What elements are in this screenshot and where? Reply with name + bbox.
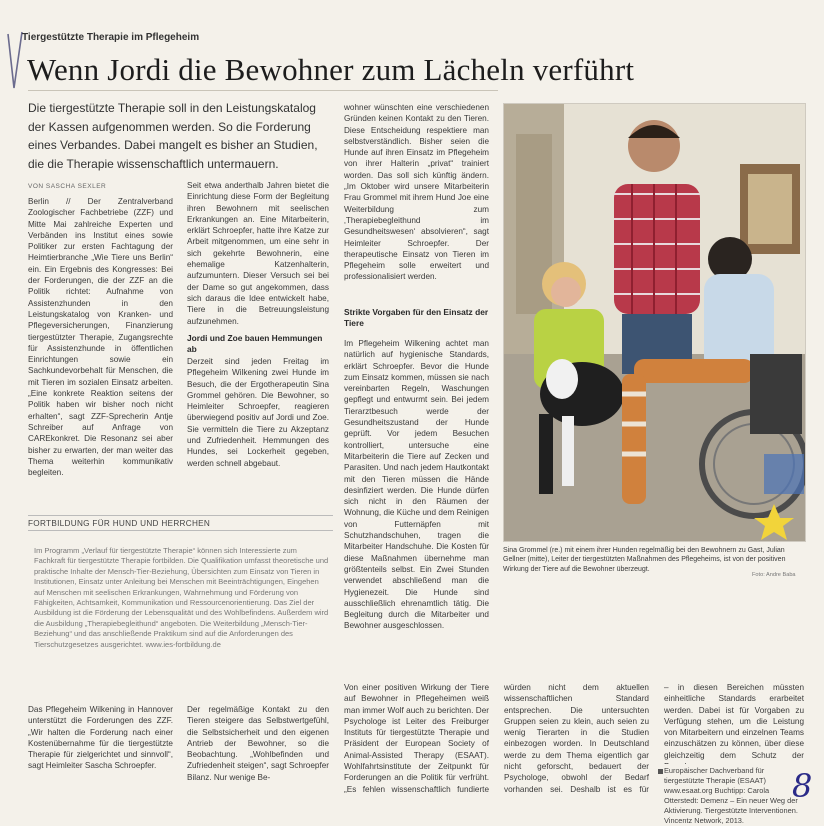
lead-paragraph: Die tiergestützte Therapie soll in den Leistungskatalog der Kassen aufgenommen werden. So die Forderung eines Verbandes. Dabei mangelt es bisher an Studien, die die Therapie wissenschaftlich untermauern. xyxy=(28,101,318,171)
article-column-3: wohner wünschten eine verschiedenen Gründen keinen Kontakt zu den Tieren. Diese Entscheidung respektiere man selbstverständlich. Bisher seien die Hunde auf ihren Einsatz im Pflegeheim von ihrer Halterin „privat“ trainiert worden. Das soll sich künftig ändern. „Im Oktober wird unsere Mitarbeiterin Frau Grommel mit ihrem Hund Joe eine Weiterbildung zum ‚Therapiebegleithund im Gesundheitswesen‘ absolvieren“, sagt Heimleiter Schroepfer. Der therapeutische Einsatz von Tieren im Pflegeheim solle erweitert und professionalisiert werden. xyxy=(344,103,489,282)
article-column-4: würden nicht dem aktuellen wissenschaftlichen Standard entsprechen. Die untersuchten Gruppen seien zu klein, auch seien zu wenig Tierarten in die Studien einbezogen worden. In Deutschland werde zu dem Thema eigentlich gar nicht geforscht, bedauert der Psychologe, obwohl der Bedarf vorhanden sei. Deshalb ist es für xyxy=(504,683,649,794)
article-column-1: Berlin // Der Zentralverband Zoologischer Fachbetriebe (ZZF) und Mitte Mai zahlreiche Experten und Verbänden ins Institut eines sowie Politiker zur ersten Fachtagung der Heimtierbranche „Wie Tiere uns Berlin“ ein. Ein Ergebnis des Kongresses: Bei der Forderungen, die der ZZF an die Politik richtet: Aufnahme von Assistenzhunden in den Leistungskatalog von Kranken- und Pflegeversicherungen, Finanzierung tiergestützter Therapie, Zugangsrechte für Assistenzhunde in öffentlichen Einrichtungen sowie ein Sachkundevorbehalt für Menschen, die mit Tieren im sozialen Einsatz arbeiten. „Eine konkrete Reaktion seitens der Politik haben wir bisher noch nicht erhalten“, sagt ZZF-Sprecherin Antje Schreiber auf Anfrage von CAREkonkret. Die Resonanz sei aber bisher zu erwarten, der man weiter das Thema weiterhin kommunikativ begleiten. xyxy=(28,197,173,478)
kicker: Tiergestützte Therapie im Pflegeheim xyxy=(22,32,200,43)
article-column-2: Seit etwa anderthalb Jahren bietet die Einrichtung diese Form der Begleitung ihren Bewohnern mit seelischen Erkrankungen an. Eine Mitarbeiterin, erklärt Schroepfer, hatte ihre Katze zur Arbeit mitgenommen, um eine sehr in sich gekehrte Bewohnerin, eine ehemalige Katzenhalterin, aufzumuntern. Dieser Versuch sei bei der Dame so gut angekommen, dass sich daraus die Idee entwickelt habe, Tiere in die Betreuungsleistung aufzunehmen. xyxy=(187,181,329,326)
article-column-3c: Von einer positiven Wirkung der Tiere auf Bewohner in Pflegeheimen weiß man immer Wolf auch zu berichten. Der Psychologe ist Leiter des Freiburger Instituts für tiergestützte Therapie und Präsident der European Society of Animal-Assisted Therapy (ESAAT). Wohlfahrtsinstitute der Zeitpunkt für Forderungen an die Politik für verfrüht. „Es fehlen wissenschaftlich fundierte xyxy=(344,683,489,794)
article-column-2b: Derzeit sind jeden Freitag im Pflegeheim Wilkening zwei Hunde im Besuch, die der Ergotherapeutin Sina Grommel gehören. Die Bewohner, so Heimleiter Schroepfer, reagieren überwiegend positiv auf Jordi und Zoe. Sie vermitteln die Tiere zu Akzeptanz und Zufriedenheit. Hemmungen des Hundes, sei Lockerheit gegeben, werden schnell abgebaut. xyxy=(187,357,329,468)
photo-caption: Sina Grommel (re.) mit einem ihrer Hunden regelmäßig bei den Bewohnern zu Gast, Julian Gellner (mitte), Leiter der tiergestützten Maßnahmen des Pflegeheims, ist von der positiven Wirkung der Tiere auf die Bewohner überzeugt. xyxy=(503,547,786,573)
byline: VON SASCHA SEXLER xyxy=(28,183,107,190)
page-number: 8 xyxy=(792,767,813,805)
headline: Wenn Jordi die Bewohner zum Lächeln verführt xyxy=(27,52,635,87)
infobox-text: Im Programm „Verlauf für tiergestützte Therapie“ können sich Interessierte zum Fachkraft für tiergestützte Therapie fortbilden. Die Qualifikation umfasst theoretische und praktische Inhalte der Mensch-Tier-Beziehung, Übersichten zum Einsatz von Tieren in Institutionen, Einsatz unter Anleitung bei Menschen mit Beeinträchtigungen, Eingehen auf Menschen mit seelischen Erkrankungen, Wahrnehmung und Förderung von Fähigkeiten, Achtsamkeit, Kommunikation und Ressourcenorientierung. Das Ziel der Ausbildung ist die Förderung der Lebensqualität und des Wohlbefindens. Außerdem wird die Ausbildung „Therapiebegleithund“ angeboten. Die Weiterbildung „Mensch-Tier-Beziehung“ und das anschließende Praktikum sind auf die Anforderungen des Tierschutzgesetzes ausgerichtet. www.ies-fortbildung.de xyxy=(34,546,329,649)
bullet-icon xyxy=(658,769,663,774)
infobox-title: FORTBILDUNG FÜR HUND UND HERRCHEN xyxy=(28,519,211,528)
article-column-5: – in diesen Bereichen müssten einheitliche Standards erarbeitet werden. Dabei ist für Vorgaben zu Verfügung stehen, um die Leistung von Mitarbeitern und einzelnen Teams einzuschätzen zu können, über diese gleichzeitig dem Schutz der xyxy=(664,683,804,760)
subheading-jordi: Jordi und Zoe bauen Hemmungen ab xyxy=(187,333,323,354)
photo-credit: Foto: Andre Baba xyxy=(752,572,796,578)
article-column-3b: Im Pflegeheim Wilkening achtet man natürlich auf hygienische Standards, erklärt Schroepfer. Bevor die Hunde zum Einsatz kommen, müssen sie nach vereinbarten Regeln, Waschungen gepflegt und entwurmt sein. Bei jedem Tierarztbesuch werde der Gesundheitszustand der Hunde geprüft. Vor jedem Besuchen kontrolliert, untersuche eine Mitarbeiterin die Tiere auf Zecken und Parasiten. Und nach jedem Hautkontakt mit den Tieren müssen die Hände desinfiziert werden. Die Hunde dürfen sich nicht in den Räumen der Wohnung, die Küche und dem Reinigen von Futternäpfen mit Schutzhandschuhen, tragen die Mitarbeiter Handschuhe. Die Kosten für diese Maßnahmen übernehme man größtenteils selbst. Ein Zwei Stunden verwendet abschließend man die Hygienezeit. Die Hunde sind ausschließlich ehrenamtlich tätig. Die Begleitung durch die Mitarbeiter und Bewohner ausgeschlossen. xyxy=(344,339,489,631)
article-photo xyxy=(503,103,806,542)
article-column-2c: Der regelmäßige Kontakt zu den Tieren steigere das Selbstwertgefühl, die Selbstsicherheit und den eigenen Antrieb der Bewohner, so die Beobachtung. „Wohlbefinden und Zufriedenheit steigen“, sagt Schroepfer Bilanz. Nur wenige Be- xyxy=(187,705,329,782)
divider xyxy=(28,90,498,91)
article-column-1b: Das Pflegeheim Wilkening in Hannover unterstützt die Forderungen des ZZF. „Wir halten die Forderung nach einer Kostenübernahme für die tiergestützte Therapie für zielgerichtet und sinnvoll“, sagt Heimleiter Sascha Schroepfer. xyxy=(28,705,173,771)
source-note: Europäischer Dachverband für tiergestützte Therapie (ESAAT) www.esaat.org Buchtipp: Carola Otterstedt: Demenz – Ein neuer Weg der Aktivierung. Tiergestützte Interventionen. Vincentz Network, 2013. xyxy=(664,766,798,825)
infobox-rule xyxy=(28,530,333,531)
subheading-strikte: Strikte Vorgaben für den Einsatz der Tiere xyxy=(344,307,489,328)
infobox-rule-top xyxy=(28,515,333,516)
